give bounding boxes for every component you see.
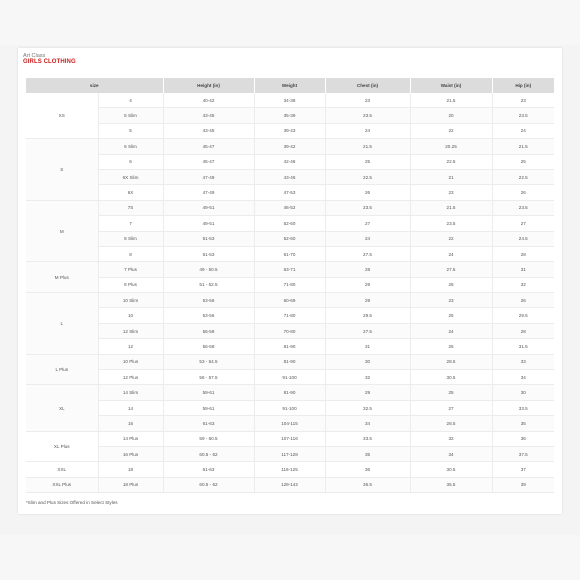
cell-hip: 30: [492, 385, 554, 400]
cell-chest: 29: [325, 293, 410, 308]
cell-height: 45-47: [163, 139, 254, 154]
size-table-body: [26, 93, 554, 493]
cell-chest: 27.5: [325, 323, 410, 338]
cell-waist: 23: [410, 185, 492, 200]
cell-waist: 22: [410, 123, 492, 138]
size-group-label: L: [26, 293, 98, 355]
cell-chest: 25: [325, 154, 410, 169]
cell-hip: 23.5: [492, 108, 554, 123]
cell-hip: 25: [492, 154, 554, 169]
cell-hip: 24: [492, 123, 554, 138]
cell-size: 14 Plus: [98, 431, 163, 446]
cell-weight: 71-80: [254, 308, 325, 323]
cell-waist: 28.5: [410, 416, 492, 431]
cell-hip: 33.5: [492, 400, 554, 415]
cell-size: 8 Plus: [98, 277, 163, 292]
header-waist: Waist (in): [410, 78, 492, 93]
cell-weight: 52-60: [254, 231, 325, 246]
cell-chest: 36: [325, 462, 410, 477]
cell-hip: 39: [492, 477, 554, 492]
table-row: [26, 139, 554, 154]
cell-hip: 28: [492, 246, 554, 261]
size-group-label: XS: [26, 93, 98, 139]
cell-size: 5 Slim: [98, 108, 163, 123]
cell-size: 7: [98, 216, 163, 231]
cell-height: 59-61: [163, 400, 254, 415]
bottom-band: [0, 535, 580, 580]
cell-weight: 70-80: [254, 323, 325, 338]
cell-waist: 28: [410, 277, 492, 292]
cell-waist: 22: [410, 231, 492, 246]
cell-weight: 91-100: [254, 400, 325, 415]
cell-waist: 28.5: [410, 354, 492, 369]
table-row: [26, 416, 554, 431]
cell-hip: 28: [492, 323, 554, 338]
cell-size: 6 Slim: [98, 139, 163, 154]
size-group-label: L Plus: [26, 354, 98, 385]
cell-height: 53-56: [163, 308, 254, 323]
cell-weight: 107-116: [254, 431, 325, 446]
header-height: Height (in): [163, 78, 254, 93]
cell-waist: 24: [410, 246, 492, 261]
cell-height: 47-49: [163, 169, 254, 184]
cell-size: 14: [98, 400, 163, 415]
cell-chest: 27: [325, 216, 410, 231]
cell-size: 7S: [98, 200, 163, 215]
cell-size: 7 Plus: [98, 262, 163, 277]
cell-weight: 43-46: [254, 169, 325, 184]
cell-height: 60.5 - 62: [163, 446, 254, 461]
cell-size: 4: [98, 93, 163, 108]
cell-weight: 81-90: [254, 339, 325, 354]
cell-size: 12: [98, 339, 163, 354]
table-row: [26, 154, 554, 169]
table-row: [26, 400, 554, 415]
cell-chest: 29.5: [325, 308, 410, 323]
cell-height: 56 - 57.5: [163, 370, 254, 385]
cell-size: 5: [98, 123, 163, 138]
cell-waist: 32: [410, 431, 492, 446]
table-row: [26, 385, 554, 400]
header-chest: Chest (in): [325, 78, 410, 93]
table-row: [26, 339, 554, 354]
cell-weight: 52-60: [254, 216, 325, 231]
cell-weight: 117-128: [254, 446, 325, 461]
cell-height: 59-61: [163, 385, 254, 400]
cell-hip: 26: [492, 185, 554, 200]
table-row: [26, 293, 554, 308]
cell-height: 47-49: [163, 185, 254, 200]
cell-waist: 21.5: [410, 200, 492, 215]
cell-size: 6X Slim: [98, 169, 163, 184]
footnote: *Slim and Plus Sizes Offered in Select Styles: [26, 500, 118, 505]
cell-chest: 34: [325, 416, 410, 431]
cell-waist: 27.5: [410, 262, 492, 277]
cell-weight: 71-80: [254, 277, 325, 292]
table-row: [26, 262, 554, 277]
size-group-label: XL: [26, 385, 98, 431]
cell-waist: 26: [410, 339, 492, 354]
cell-weight: 46-52: [254, 200, 325, 215]
cell-hip: 35: [492, 416, 554, 431]
table-row: [26, 169, 554, 184]
cell-weight: 81-90: [254, 354, 325, 369]
top-band: [0, 0, 580, 45]
size-group-label: XL Plus: [26, 431, 98, 462]
table-row: [26, 93, 554, 108]
cell-chest: 29: [325, 277, 410, 292]
cell-height: 51 - 52.5: [163, 277, 254, 292]
cell-weight: 39-42: [254, 139, 325, 154]
cell-chest: 32: [325, 370, 410, 385]
cell-chest: 23.5: [325, 108, 410, 123]
cell-size: 16: [98, 416, 163, 431]
table-row: [26, 246, 554, 261]
header-weight: Weight: [254, 78, 325, 93]
header-size: size: [26, 78, 163, 93]
size-group-label: XXL: [26, 462, 98, 477]
cell-height: 61-63: [163, 462, 254, 477]
cell-waist: 30.5: [410, 370, 492, 385]
table-row: [26, 370, 554, 385]
cell-chest: 27.5: [325, 246, 410, 261]
cell-chest: 28: [325, 262, 410, 277]
cell-hip: 37: [492, 462, 554, 477]
cell-waist: 24: [410, 323, 492, 338]
cell-waist: 35.5: [410, 477, 492, 492]
cell-chest: 29: [325, 385, 410, 400]
cell-weight: 104-115: [254, 416, 325, 431]
cell-weight: 39-43: [254, 123, 325, 138]
cell-weight: 91-100: [254, 370, 325, 385]
cell-hip: 31.5: [492, 339, 554, 354]
cell-weight: 35-39: [254, 108, 325, 123]
cell-height: 40-42: [163, 93, 254, 108]
cell-size: 18: [98, 462, 163, 477]
cell-height: 43-45: [163, 108, 254, 123]
cell-waist: 20.25: [410, 139, 492, 154]
cell-chest: 24: [325, 231, 410, 246]
cell-size: 10 Plus: [98, 354, 163, 369]
cell-height: 60.5 - 62: [163, 477, 254, 492]
cell-waist: 21: [410, 169, 492, 184]
size-group-label: S: [26, 139, 98, 201]
cell-waist: 20: [410, 108, 492, 123]
brand-label: Art Class: [23, 53, 46, 59]
cell-weight: 60-69: [254, 293, 325, 308]
header-row: [26, 78, 554, 93]
table-row: [26, 231, 554, 246]
cell-chest: 26: [325, 185, 410, 200]
cell-weight: 116-125: [254, 462, 325, 477]
cell-waist: 25: [410, 385, 492, 400]
size-group-label: M: [26, 200, 98, 262]
cell-weight: 81-90: [254, 385, 325, 400]
cell-height: 61-63: [163, 416, 254, 431]
cell-hip: 34: [492, 370, 554, 385]
header-hip: Hip (in): [492, 78, 554, 93]
cell-height: 45-47: [163, 154, 254, 169]
table-row: [26, 108, 554, 123]
cell-weight: 63-71: [254, 262, 325, 277]
cell-waist: 34: [410, 446, 492, 461]
cell-chest: 22.5: [325, 169, 410, 184]
cell-size: 10 Slim: [98, 293, 163, 308]
cell-weight: 47-53: [254, 185, 325, 200]
table-row: [26, 462, 554, 477]
cell-size: 16 Plus: [98, 446, 163, 461]
cell-size: 6X: [98, 185, 163, 200]
cell-hip: 21.5: [492, 139, 554, 154]
cell-hip: 29.5: [492, 308, 554, 323]
chart-title: GIRLS CLOTHING: [23, 59, 76, 65]
cell-waist: 23: [410, 293, 492, 308]
cell-hip: 27: [492, 216, 554, 231]
cell-weight: 129-142: [254, 477, 325, 492]
cell-size: 10: [98, 308, 163, 323]
cell-size: 12 Plus: [98, 370, 163, 385]
cell-chest: 32.5: [325, 400, 410, 415]
table-row: [26, 123, 554, 138]
table-row: [26, 431, 554, 446]
cell-hip: 31: [492, 262, 554, 277]
cell-size: 8: [98, 246, 163, 261]
table-row: [26, 446, 554, 461]
cell-hip: 37.5: [492, 446, 554, 461]
cell-height: 56-58: [163, 339, 254, 354]
cell-waist: 22.5: [410, 154, 492, 169]
cell-height: 49-51: [163, 200, 254, 215]
cell-hip: 23.5: [492, 200, 554, 215]
cell-waist: 27: [410, 400, 492, 415]
cell-hip: 26: [492, 293, 554, 308]
size-group-label: M Plus: [26, 262, 98, 293]
cell-waist: 21.5: [410, 93, 492, 108]
cell-hip: 24.5: [492, 231, 554, 246]
cell-waist: 25: [410, 308, 492, 323]
cell-chest: 21.5: [325, 139, 410, 154]
cell-height: 53-56: [163, 293, 254, 308]
cell-height: 49 - 50.5: [163, 262, 254, 277]
cell-hip: 23: [492, 93, 554, 108]
cell-height: 49-51: [163, 216, 254, 231]
cell-chest: 23.5: [325, 200, 410, 215]
size-table: [26, 78, 554, 493]
cell-chest: 35: [325, 446, 410, 461]
size-chart-card: [18, 48, 562, 514]
cell-chest: 31: [325, 339, 410, 354]
cell-weight: 42-46: [254, 154, 325, 169]
cell-waist: 23.5: [410, 216, 492, 231]
cell-size: 18 Plus: [98, 477, 163, 492]
cell-waist: 30.5: [410, 462, 492, 477]
cell-size: 14 Slim: [98, 385, 163, 400]
cell-size: 8 Slim: [98, 231, 163, 246]
cell-size: 6: [98, 154, 163, 169]
table-row: [26, 477, 554, 492]
cell-chest: 33.5: [325, 431, 410, 446]
cell-chest: 36.5: [325, 477, 410, 492]
table-row: [26, 185, 554, 200]
cell-hip: 33: [492, 354, 554, 369]
table-row: [26, 216, 554, 231]
cell-weight: 34-38: [254, 93, 325, 108]
cell-hip: 22.5: [492, 169, 554, 184]
cell-hip: 36: [492, 431, 554, 446]
table-row: [26, 354, 554, 369]
cell-height: 51-53: [163, 231, 254, 246]
cell-height: 43-45: [163, 123, 254, 138]
cell-chest: 30: [325, 354, 410, 369]
cell-size: 12 Slim: [98, 323, 163, 338]
cell-height: 51-53: [163, 246, 254, 261]
table-row: [26, 200, 554, 215]
cell-height: 56-58: [163, 323, 254, 338]
table-row: [26, 308, 554, 323]
table-row: [26, 277, 554, 292]
cell-hip: 32: [492, 277, 554, 292]
table-row: [26, 323, 554, 338]
cell-weight: 61-70: [254, 246, 325, 261]
size-group-label: XXL Plus: [26, 477, 98, 492]
cell-height: 53 - 54.5: [163, 354, 254, 369]
cell-chest: 24: [325, 123, 410, 138]
cell-chest: 23: [325, 93, 410, 108]
cell-height: 59 - 60.5: [163, 431, 254, 446]
